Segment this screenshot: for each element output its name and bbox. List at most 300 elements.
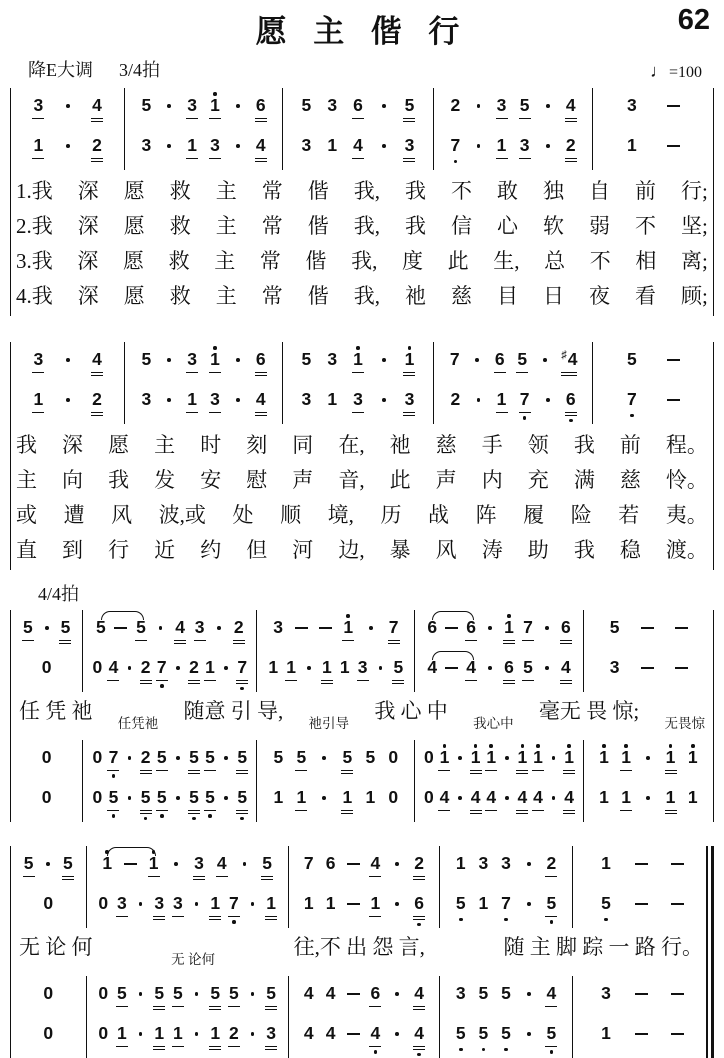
underline-zone: [477, 1004, 489, 1016]
lyric-syllable: 愿: [123, 178, 145, 203]
underline-zone: [364, 808, 376, 820]
note: [303, 888, 315, 926]
note-number: 5: [189, 787, 199, 808]
note: [600, 888, 612, 926]
underline-zone: [116, 1004, 128, 1016]
note: [403, 384, 415, 422]
note: [626, 384, 638, 422]
lyric-syllable: 历: [380, 502, 402, 527]
underline-zone: [667, 156, 680, 168]
underline: [352, 372, 364, 373]
note: [364, 742, 376, 780]
note: [97, 1018, 109, 1056]
note: [347, 1018, 360, 1056]
note-number: [488, 618, 492, 638]
lyric-verse-line-2: [16, 207, 708, 242]
note-number: 4: [370, 853, 381, 874]
note: [352, 90, 364, 128]
note: [153, 1018, 165, 1056]
underline-zone: [186, 156, 198, 168]
note-number: [195, 894, 199, 914]
underline: [403, 158, 415, 159]
underline: [388, 643, 400, 644]
note: [326, 344, 338, 382]
underline-zone: [186, 116, 198, 128]
note-number: 2: [450, 95, 461, 116]
underline-zone: [598, 768, 610, 780]
measure: [289, 976, 440, 1058]
underline-zone: [326, 410, 338, 422]
note-number: 5: [478, 983, 489, 1004]
measure: [11, 610, 83, 692]
lyric-segment-main: 随意 引 导,: [183, 699, 284, 723]
underline-zone: [523, 1004, 535, 1016]
underline-zone: [300, 116, 312, 128]
key-meter: [28, 56, 186, 82]
underline: [342, 640, 354, 641]
underline-zone: [635, 874, 648, 886]
note: [209, 384, 221, 422]
underline: [403, 375, 415, 376]
underline-zone: [188, 768, 200, 780]
underline-zone: [236, 808, 248, 820]
underline: [369, 1006, 381, 1007]
note: [438, 782, 450, 820]
note-number: 3: [33, 95, 44, 116]
underline: [209, 919, 221, 920]
note: [391, 848, 403, 886]
note: [233, 612, 245, 650]
note-number: 1: [621, 747, 632, 768]
note: [620, 782, 632, 820]
note-number: [224, 788, 228, 808]
note-number: 1: [517, 747, 528, 768]
voice-row: [290, 887, 438, 927]
note-number: 1: [353, 349, 363, 370]
underline: [369, 916, 381, 917]
note-number: 5: [517, 349, 528, 370]
system-1: [10, 88, 714, 316]
underline-zone: [485, 808, 497, 820]
underline-zone: [465, 678, 477, 690]
underline-zone: [600, 914, 612, 926]
note-number: 1: [187, 135, 197, 156]
note-number: 5: [296, 747, 307, 768]
note-number: 3: [141, 135, 152, 156]
augmentation-dot: [458, 756, 462, 760]
underline-zone: [522, 678, 534, 690]
note-number: [667, 96, 680, 116]
note: [188, 652, 200, 690]
voice-row: [585, 781, 712, 821]
note-number: 7: [519, 389, 530, 410]
underline: [186, 372, 198, 373]
underline-zone: [220, 768, 232, 780]
underline: [140, 813, 152, 814]
note-number: [505, 748, 509, 768]
underline-zone: [285, 678, 297, 690]
key-tempo-line: [8, 50, 716, 88]
underline-zone: [163, 410, 175, 422]
underline-zone: [671, 1044, 684, 1056]
note: [667, 384, 680, 422]
underline-zone: [500, 874, 512, 886]
underline: [413, 916, 425, 917]
voice-row: [88, 847, 287, 887]
note: [542, 90, 554, 128]
lyric-syllable: 刻: [246, 432, 268, 457]
dash: [675, 627, 688, 630]
note: [541, 612, 553, 650]
note: [42, 848, 54, 886]
note: [135, 1018, 147, 1056]
underline-zone: [413, 1044, 425, 1056]
note: [41, 612, 53, 650]
note-number: [347, 984, 360, 1004]
underline: [255, 158, 267, 159]
underline-zone: [156, 768, 168, 780]
underline: [172, 1046, 184, 1047]
underline-zone: [140, 410, 152, 422]
voice-row: [416, 611, 581, 651]
underline: [209, 1006, 221, 1007]
augmentation-dot: [128, 756, 132, 760]
underline-zone: [91, 410, 103, 422]
underline: [255, 372, 267, 373]
underline: [153, 1006, 165, 1007]
underline: [174, 640, 186, 641]
note: [352, 344, 364, 382]
note-number: [66, 136, 70, 156]
augmentation-dot: [369, 626, 373, 630]
underline-zone: [191, 914, 203, 926]
augmentation-dot: [195, 1032, 199, 1036]
underline-zone: [91, 370, 103, 382]
lyric-syllable: 前: [619, 432, 641, 457]
lyric-syllable: 深: [77, 213, 99, 238]
underline: [560, 680, 572, 681]
note-number: 1: [210, 1023, 221, 1044]
voice-row: [284, 343, 433, 383]
note-number: 5: [156, 787, 167, 808]
note-number: 7: [450, 135, 461, 156]
note-number: 3: [194, 617, 205, 638]
underline: [228, 916, 240, 917]
underline-zone: [516, 808, 528, 820]
augmentation-dot: [382, 104, 386, 108]
underline-zone: [41, 808, 53, 820]
note: [321, 652, 333, 690]
augmentation-dot: [66, 144, 70, 148]
voice-row: [12, 651, 81, 691]
augmentation-dot: [382, 144, 386, 148]
lyric-syllable: 风: [435, 537, 457, 562]
note-number: 4: [517, 787, 528, 808]
lyric-echo-line: [11, 928, 711, 976]
note: [238, 848, 250, 886]
note-number: [475, 350, 479, 370]
note-number: 5: [546, 1023, 557, 1044]
note: [140, 344, 152, 382]
underline-zone: [341, 808, 353, 820]
augmentation-dot: [527, 862, 531, 866]
lyric-syllable: 助: [527, 537, 549, 562]
note: [532, 742, 544, 780]
voice-row: [441, 847, 571, 887]
note-number: [527, 854, 531, 874]
underline: [153, 1049, 165, 1050]
underline-zone: [216, 874, 228, 886]
note-number: 3: [117, 893, 127, 914]
octave-dot-down: [417, 923, 421, 926]
lyric-syllable: 河: [292, 537, 314, 562]
note-number: [167, 96, 171, 116]
note-number: 1: [286, 657, 296, 678]
sharp-icon: ♯: [561, 348, 567, 361]
octave-dot-down: [550, 920, 554, 924]
note-number: [224, 658, 228, 678]
underline-zone: [563, 808, 575, 820]
note-number: 3: [210, 389, 220, 410]
note-number: [307, 658, 311, 678]
lyric-syllable: 主: [16, 467, 37, 492]
underline-zone: [23, 874, 35, 886]
underline-zone: [339, 678, 351, 690]
note-number: [217, 618, 221, 638]
underline-zone: [635, 1044, 648, 1056]
voice-row: [12, 383, 123, 423]
lyric-syllable: 内: [481, 467, 503, 492]
system-2: [10, 342, 714, 570]
underline-zone: [403, 370, 415, 382]
voice-row: [416, 781, 581, 821]
underline-zone: [255, 116, 267, 128]
underline-zone: [496, 156, 508, 168]
note-number: 3: [501, 853, 511, 874]
note: [116, 978, 128, 1016]
note-number: 4: [560, 657, 571, 678]
lyric-segment-main: 随 主 脚 踪 一 路 行。: [503, 935, 703, 959]
note-number: 6: [370, 983, 381, 1004]
note-number: 3: [357, 657, 368, 678]
underline-zone: [472, 116, 484, 128]
underline-zone: [232, 156, 244, 168]
lyric-syllable: 愿: [123, 213, 145, 238]
underline: [188, 810, 200, 811]
underline-zone: [626, 116, 638, 128]
note: [545, 1018, 557, 1056]
underline-zone: [107, 678, 119, 690]
note-number: 2: [92, 135, 102, 156]
note: [124, 652, 136, 690]
note: [391, 1018, 403, 1056]
note-number: 4: [414, 983, 424, 1004]
underline-zone: [635, 914, 648, 926]
note-number: [477, 96, 481, 116]
underline-zone: [232, 370, 244, 382]
underline: [156, 680, 168, 681]
underline-zone: [135, 914, 147, 926]
underline-zone: [140, 678, 152, 690]
underline-zone: [494, 370, 506, 382]
underline-zone: [95, 638, 107, 650]
measure: [434, 88, 593, 170]
note-number: 5: [22, 617, 33, 638]
lyric-segment-main: 我 心 中: [374, 699, 448, 723]
voice-row: [290, 847, 438, 887]
augmentation-dot: [552, 796, 556, 800]
augmentation-dot: [139, 1032, 143, 1036]
underline: [265, 919, 277, 920]
note-number: 4: [370, 1023, 381, 1044]
underline-zone: [671, 1004, 684, 1016]
underline-zone: [449, 410, 461, 422]
note-number: 0: [92, 747, 103, 768]
note: [542, 384, 554, 422]
note: [42, 1018, 54, 1056]
note-number: [641, 658, 654, 678]
note-number: 5: [266, 983, 277, 1004]
lyric-syllable: 风: [111, 502, 133, 527]
underline: [516, 372, 528, 373]
underline: [261, 876, 273, 877]
voice-row: [574, 1017, 710, 1057]
note: [140, 384, 152, 422]
lyric-verse-line-1: [16, 426, 708, 461]
note-number: 2: [565, 135, 576, 156]
lyric-syllable: 总: [544, 248, 566, 273]
lyric-syllable: 近: [154, 537, 176, 562]
note-number: 1: [665, 787, 676, 808]
octave-dot-down: [240, 817, 244, 820]
underline-zone: [325, 914, 337, 926]
measure-group: [11, 88, 713, 170]
music-systems: [8, 88, 716, 1058]
underline-zone: [545, 914, 557, 926]
underline-zone: [403, 410, 415, 422]
augmentation-dot: [251, 992, 255, 996]
note-number: [128, 748, 132, 768]
note-number: 5: [393, 657, 404, 678]
note: [325, 1018, 337, 1056]
note: [213, 612, 225, 650]
octave-dot-down: [160, 684, 164, 688]
note-number: [458, 748, 462, 768]
augmentation-dot: [128, 666, 132, 670]
note-number: 1: [210, 893, 221, 914]
note: [563, 782, 575, 820]
note: [285, 652, 297, 690]
underline: [321, 683, 333, 684]
note-number: 3: [327, 95, 338, 116]
underline-zone: [209, 1044, 221, 1056]
note: [635, 1018, 648, 1056]
note-number: 1: [303, 893, 314, 914]
note: [107, 652, 119, 690]
underline-zone: [172, 914, 184, 926]
underline: [516, 813, 528, 814]
underline: [236, 680, 248, 681]
underline-zone: [455, 914, 467, 926]
voice-row: [84, 741, 255, 781]
lyric-syllable: 主: [154, 432, 176, 457]
note: [600, 1018, 612, 1056]
augmentation-dot: [488, 626, 492, 630]
note-number: [458, 788, 462, 808]
note: [341, 782, 353, 820]
note: [32, 130, 44, 168]
underline-zone: [342, 638, 354, 650]
note-number: [295, 618, 308, 638]
note-number: [667, 136, 680, 156]
underline-zone: [523, 1044, 535, 1056]
note-number: 2: [228, 1023, 239, 1044]
voice-row: [441, 887, 571, 927]
lyric-syllable: 在,: [338, 432, 365, 457]
octave-dot-down: [417, 1053, 421, 1056]
underline: [413, 876, 425, 877]
augmentation-dot: [505, 756, 509, 760]
note: [265, 978, 277, 1016]
underline-zone: [675, 638, 688, 650]
augmentation-dot: [46, 862, 50, 866]
octave-dot-down: [192, 817, 196, 820]
note-number: 7: [228, 893, 239, 914]
underline: [209, 916, 221, 917]
voice-row: [126, 343, 280, 383]
lyric-syllable: 主: [214, 248, 236, 273]
underline-zone: [172, 768, 184, 780]
lyric-syllable: 顺: [280, 502, 302, 527]
voice-row: [258, 651, 413, 691]
note: [91, 344, 103, 382]
underline: [209, 1046, 221, 1047]
note-number: 6: [560, 617, 571, 638]
underline-zone: [357, 678, 369, 690]
underline: [156, 810, 168, 811]
underline: [265, 1006, 277, 1007]
underline: [522, 680, 534, 681]
lyric-syllable: 坚;: [681, 213, 708, 238]
underline-zone: [496, 410, 508, 422]
underline-zone: [62, 874, 74, 886]
note: [477, 978, 489, 1016]
note: [295, 742, 307, 780]
dash: [641, 627, 654, 630]
underline: [665, 810, 677, 811]
underline: [204, 810, 216, 811]
note: [62, 130, 74, 168]
note-number: 6: [255, 95, 266, 116]
note: [41, 652, 53, 690]
augmentation-dot: [395, 992, 399, 996]
underline-zone: [170, 874, 182, 886]
note: [455, 848, 467, 886]
underline: [91, 415, 103, 416]
underline: [32, 412, 44, 413]
underline: [236, 773, 248, 774]
note-number: 1: [599, 787, 609, 808]
underline-zone: [519, 410, 531, 422]
note: [565, 90, 577, 128]
lyric-syllable: 愿: [123, 283, 145, 308]
note: [188, 742, 200, 780]
underline-zone: [156, 678, 168, 690]
note: [387, 782, 399, 820]
note-number: [347, 854, 360, 874]
note: [539, 344, 551, 382]
lyric-syllable: 同: [292, 432, 314, 457]
